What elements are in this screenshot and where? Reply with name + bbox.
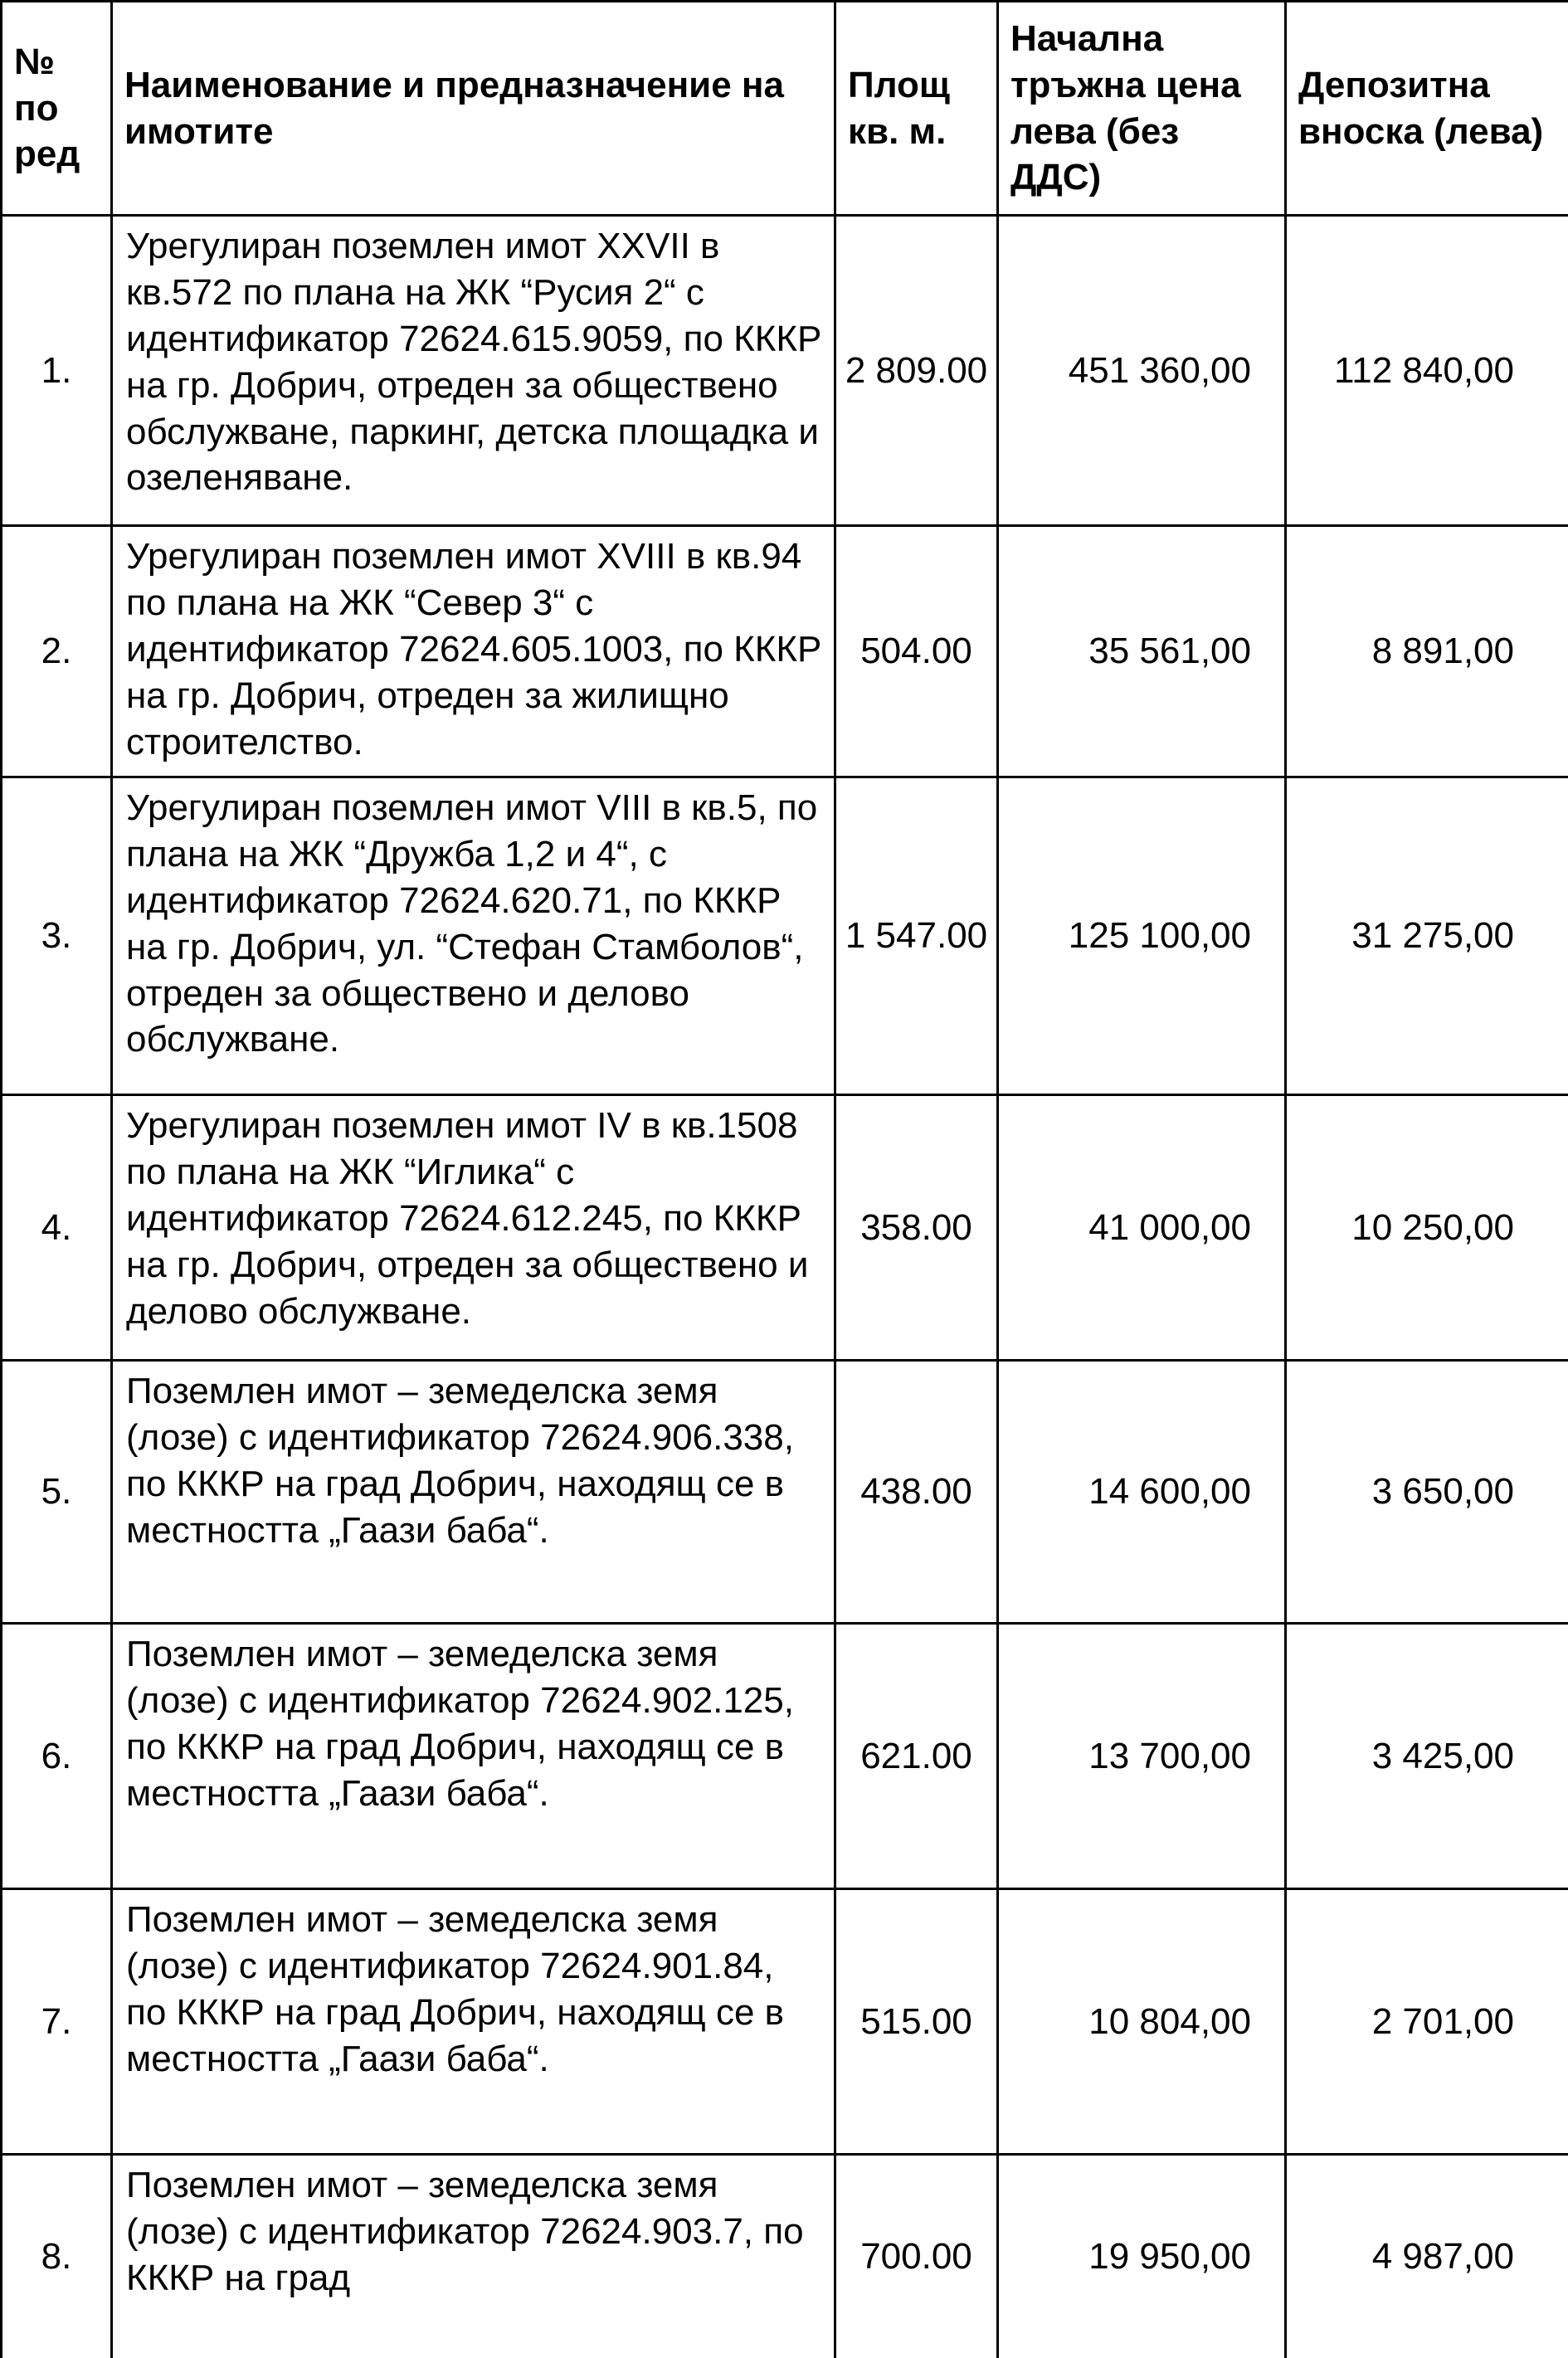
price-cell: 451 360,00 bbox=[998, 216, 1286, 526]
description-cell: Урегулиран поземлен имот XXVII в кв.572 по плана на ЖК “Русия 2“ с идентификатор 72624.615.9059, по КККР на гр. Добрич, отреден за обществено обслужване, паркинг, детска площадка и озеленяване. bbox=[112, 216, 835, 526]
row-number-cell: 8. bbox=[2, 2155, 112, 2358]
description-cell: Урегулиран поземлен имот VIII в кв.5, по плана на ЖК “Дружба 1,2 и 4“, с идентификатор 72624.620.71, по КККР на гр. Добрич, ул. “Стефан Стамболов“, отреден за обществено и делово обслужване. bbox=[112, 777, 835, 1095]
description-cell: Поземлен имот – земеделска земя (лозе) с идентификатор 72624.901.84, по КККР на град Добрич, находящ се в местността „Гаази баба“. bbox=[112, 1889, 835, 2155]
description-cell: Урегулиран поземлен имот IV в кв.1508 по плана на ЖК “Иглика“ с идентификатор 72624.612.245, по КККР на гр. Добрич, отреден за обществено и делово обслужване. bbox=[112, 1095, 835, 1361]
price-cell: 35 561,00 bbox=[998, 526, 1286, 777]
table-row bbox=[2, 1095, 1568, 1361]
row-number-cell: 7. bbox=[2, 1889, 112, 2155]
description-cell: Поземлен имот – земеделска земя (лозе) с идентификатор 72624.902.125, по КККР на град Добрич, находящ се в местността „Гаази баба“. bbox=[112, 1624, 835, 1889]
row-number-cell: 4. bbox=[2, 1095, 112, 1361]
deposit-cell: 2 701,00 bbox=[1286, 1889, 1568, 2155]
area-cell: 2 809.00 bbox=[835, 216, 998, 526]
description-cell: Урегулиран поземлен имот XVIII в кв.94 по плана на ЖК “Север 3“ с идентификатор 72624.605.1003, по КККР на гр. Добрич, отреден за жилищно строителство. bbox=[112, 526, 835, 777]
row-number-cell: 6. bbox=[2, 1624, 112, 1889]
description-cell: Поземлен имот – земеделска земя (лозе) с идентификатор 72624.906.338, по КККР на град Добрич, находящ се в местността „Гаази баба“. bbox=[112, 1361, 835, 1624]
area-cell: 621.00 bbox=[835, 1624, 998, 1889]
table-row bbox=[2, 1624, 1568, 1889]
deposit-cell: 3 425,00 bbox=[1286, 1624, 1568, 1889]
header-deposit: Депозитна вноска (лева) bbox=[1286, 2, 1568, 216]
price-cell: 125 100,00 bbox=[998, 777, 1286, 1095]
row-number-cell: 1. bbox=[2, 216, 112, 526]
area-cell: 358.00 bbox=[835, 1095, 998, 1361]
deposit-cell: 10 250,00 bbox=[1286, 1095, 1568, 1361]
table-row bbox=[2, 2155, 1568, 2358]
header-area: Площ кв. м. bbox=[835, 2, 998, 216]
price-cell: 19 950,00 bbox=[998, 2155, 1286, 2358]
area-cell: 438.00 bbox=[835, 1361, 998, 1624]
table-row bbox=[2, 1889, 1568, 2155]
area-cell: 504.00 bbox=[835, 526, 998, 777]
table-row bbox=[2, 526, 1568, 777]
header-row-number: № по ред bbox=[2, 2, 112, 216]
price-cell: 13 700,00 bbox=[998, 1624, 1286, 1889]
row-number-cell: 3. bbox=[2, 777, 112, 1095]
deposit-cell: 3 650,00 bbox=[1286, 1361, 1568, 1624]
row-number-cell: 2. bbox=[2, 526, 112, 777]
header-starting-price: Начална тръжна цена лева (без ДДС) bbox=[998, 2, 1286, 216]
table-row bbox=[2, 777, 1568, 1095]
table-row bbox=[2, 1361, 1568, 1624]
area-cell: 700.00 bbox=[835, 2155, 998, 2358]
price-cell: 14 600,00 bbox=[998, 1361, 1286, 1624]
price-cell: 10 804,00 bbox=[998, 1889, 1286, 2155]
row-number-cell: 5. bbox=[2, 1361, 112, 1624]
header-property-name: Наименование и предназначение на имотите bbox=[112, 2, 835, 216]
deposit-cell: 31 275,00 bbox=[1286, 777, 1568, 1095]
deposit-cell: 8 891,00 bbox=[1286, 526, 1568, 777]
table-row bbox=[2, 216, 1568, 526]
deposit-cell: 112 840,00 bbox=[1286, 216, 1568, 526]
header-row bbox=[2, 2, 1568, 216]
price-cell: 41 000,00 bbox=[998, 1095, 1286, 1361]
deposit-cell: 4 987,00 bbox=[1286, 2155, 1568, 2358]
description-cell: Поземлен имот – земеделска земя (лозе) с идентификатор 72624.903.7, по КККР на град bbox=[112, 2155, 835, 2358]
area-cell: 1 547.00 bbox=[835, 777, 998, 1095]
area-cell: 515.00 bbox=[835, 1889, 998, 2155]
